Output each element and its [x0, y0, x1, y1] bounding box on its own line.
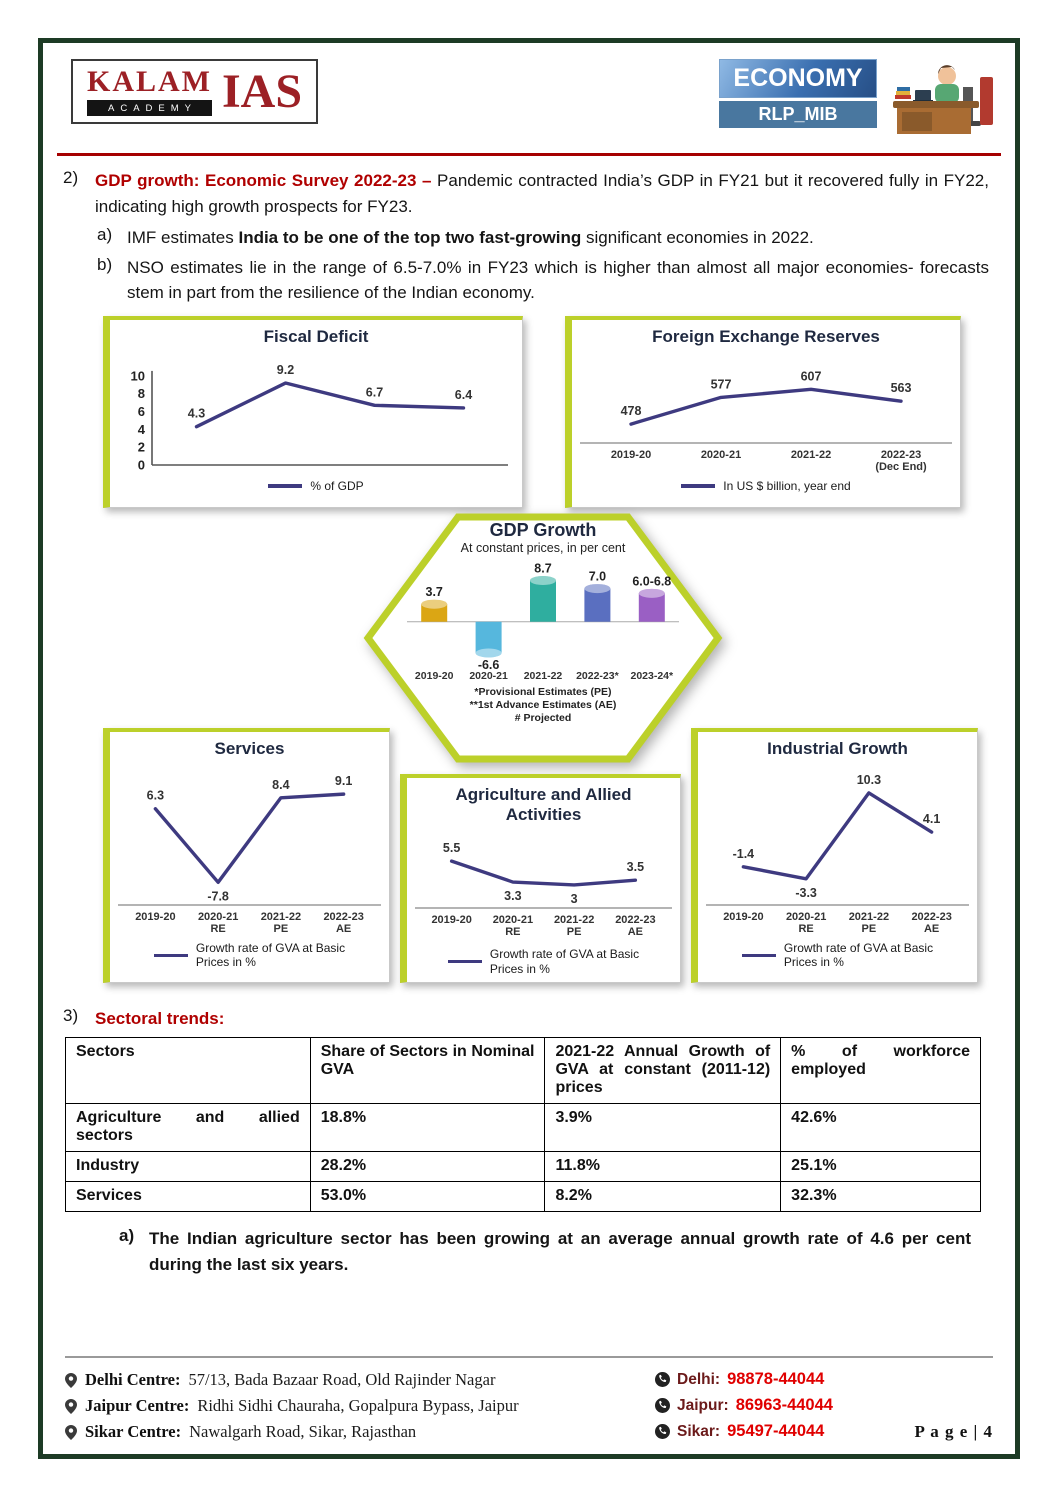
cell-sector: Agriculture and allied sectors	[66, 1104, 311, 1152]
svg-text:AE: AE	[335, 922, 352, 935]
header-right	[719, 59, 997, 143]
page-header	[43, 43, 1015, 143]
phones-list	[655, 1370, 873, 1441]
chart-card-services	[103, 728, 390, 983]
centre-address: 57/13, Bada Bazaar Road, Old Rajinder Nagar	[188, 1370, 496, 1389]
page-number: P a g e | 4	[914, 1422, 993, 1441]
legend-line-swatch	[681, 484, 715, 488]
chart-card-forex-reserves	[565, 316, 961, 508]
footer-divider	[65, 1356, 993, 1358]
note-a-number: a)	[119, 1226, 135, 1245]
legend-text	[196, 941, 345, 970]
chart-subtitle-gdp-growth: At constant prices, in per cent	[460, 540, 626, 555]
item-2-text	[95, 168, 989, 219]
chart-title-services: Services	[214, 738, 285, 758]
item-2a-number: a)	[97, 225, 113, 244]
phone-row-jaipur	[655, 1396, 873, 1415]
cell-workforce: 42.6%	[781, 1104, 981, 1152]
legend-text: In US $ billion, year end	[723, 478, 851, 493]
phone-number: 95497-44044	[727, 1422, 825, 1440]
svg-text:6.0-6.8: 6.0-6.8	[632, 573, 672, 588]
svg-text:2022-23: 2022-23	[911, 910, 952, 923]
legend-text-line1: Growth rate of GVA at Basic	[195, 940, 346, 955]
centre-label: Jaipur Centre:	[85, 1396, 190, 1415]
banner-title: ECONOMY	[719, 59, 877, 98]
footer-columns	[65, 1370, 993, 1442]
svg-text:8.7: 8.7	[534, 561, 552, 576]
svg-text:AE: AE	[923, 922, 940, 935]
agriculture-legend	[407, 945, 680, 984]
logo-kalam-text: KALAM	[87, 65, 212, 98]
page-border-frame	[38, 38, 1020, 1459]
legend-text-line1: Growth rate of GVA at Basic	[783, 940, 934, 955]
fiscal-deficit-legend	[110, 477, 522, 501]
location-pin-icon	[65, 1373, 77, 1388]
item-2a-bold: India to be one of the top two fast-growing	[238, 228, 582, 247]
centre-address: Nawalgarh Road, Sikar, Rajasthan	[189, 1422, 417, 1441]
note-a-paragraph	[119, 1226, 971, 1277]
fiscal-deficit-chart	[110, 349, 522, 477]
item-2-paragraph	[63, 168, 989, 219]
chart-title-fiscal-deficit: Fiscal Deficit	[263, 326, 369, 346]
document-body	[43, 156, 1015, 1277]
svg-text:-1.4: -1.4	[732, 846, 755, 861]
svg-text:2021-22: 2021-22	[553, 914, 595, 927]
chart-title-forex-reserves: Foreign Exchange Reserves	[652, 326, 880, 346]
svg-text:-3.3: -3.3	[795, 885, 817, 900]
item-3-paragraph	[63, 1006, 989, 1032]
sectoral-trends-table	[65, 1037, 981, 1212]
legend-text-line2: Prices in %	[783, 955, 844, 970]
item-2b-text: NSO estimates lie in the range of 6.5-7.0% in FY23 which is higher than almost all major economies- forecasts stem in part from the resilience of the Indian economy.	[127, 257, 989, 302]
svg-text:2: 2	[137, 439, 145, 455]
svg-text:2022-23: 2022-23	[323, 910, 364, 923]
item-2b-paragraph	[97, 255, 989, 306]
svg-text:577: 577	[710, 377, 732, 392]
study-illustration	[885, 59, 997, 143]
legend-text-line2: Prices in %	[489, 961, 550, 976]
subject-banner	[719, 59, 877, 128]
legend-line-swatch	[268, 484, 302, 488]
centres-list	[65, 1370, 655, 1442]
legend-line-swatch	[742, 954, 776, 958]
cell-workforce: 25.1%	[781, 1152, 981, 1182]
phone-label: Delhi:	[677, 1370, 721, 1388]
cell-growth: 3.9%	[545, 1104, 781, 1152]
chart-title-agriculture: Agriculture and Allied Activities	[455, 784, 632, 824]
table-header-sectors: Sectors	[66, 1038, 311, 1104]
svg-text:2022-23*: 2022-23*	[576, 669, 619, 682]
centre-row-sikar	[65, 1422, 655, 1442]
cell-share: 18.8%	[310, 1104, 545, 1152]
svg-text:2020-21: 2020-21	[492, 914, 534, 927]
item-2b-number: b)	[97, 254, 113, 274]
table-header-workforce: % of workforce employed	[781, 1038, 981, 1104]
svg-text:2019-20: 2019-20	[431, 914, 472, 927]
logo-academy-text: ACADEMY	[87, 100, 212, 116]
table-header-row	[66, 1038, 981, 1104]
gdp-growth-footnotes	[470, 686, 617, 725]
svg-text:6.4: 6.4	[454, 387, 473, 402]
svg-text:(Dec End): (Dec End)	[875, 460, 927, 473]
svg-text:3.7: 3.7	[425, 584, 443, 599]
svg-text:PE: PE	[566, 926, 582, 939]
svg-text:607: 607	[800, 369, 822, 384]
phone-icon	[655, 1372, 670, 1387]
cell-growth: 11.8%	[545, 1152, 781, 1182]
industrial-growth-legend	[698, 939, 977, 978]
chart-card-fiscal-deficit	[103, 316, 523, 508]
legend-text: % of GDP	[310, 478, 364, 493]
svg-text:RE: RE	[798, 922, 814, 935]
phone-number: 86963-44044	[735, 1396, 833, 1414]
cell-workforce: 32.3%	[781, 1182, 981, 1212]
page-footer	[65, 1356, 993, 1442]
svg-text:2019-20: 2019-20	[414, 669, 454, 682]
gdp-growth-content	[389, 520, 697, 758]
chart-card-industrial-growth	[691, 728, 978, 983]
industrial-growth-chart	[698, 761, 977, 939]
note-a-text: The Indian agriculture sector has been growing at an average annual growth rate of 4.6 per cent during the last six years.	[149, 1229, 971, 1274]
svg-text:4: 4	[137, 421, 145, 437]
svg-text:9.1: 9.1	[334, 774, 353, 789]
svg-text:4.3: 4.3	[187, 406, 206, 421]
svg-text:3.5: 3.5	[626, 860, 645, 875]
phone-row-delhi	[655, 1370, 873, 1389]
banner-subtitle: RLP_MIB	[719, 101, 877, 128]
legend-line-swatch	[154, 954, 188, 958]
svg-text:2021-22: 2021-22	[848, 910, 890, 923]
item-2a-pre: IMF estimates	[127, 228, 239, 247]
centre-address: Ridhi Sidhi Chauraha, Gopalpura Bypass, Jaipur	[197, 1396, 519, 1415]
svg-text:PE: PE	[273, 922, 289, 935]
svg-text:8: 8	[137, 386, 145, 402]
svg-text:-6.6: -6.6	[477, 657, 500, 672]
svg-text:563: 563	[890, 381, 912, 396]
phone-icon	[655, 1398, 670, 1413]
kalam-ias-logo	[71, 59, 318, 124]
svg-text:6: 6	[137, 403, 145, 419]
cell-growth: 8.2%	[545, 1182, 781, 1212]
svg-text:8.4: 8.4	[272, 777, 290, 792]
gdp-growth-chart	[393, 556, 693, 686]
svg-text:2019-20: 2019-20	[723, 910, 764, 923]
svg-text:-7.8: -7.8	[207, 889, 229, 904]
svg-text:0: 0	[137, 457, 145, 473]
agriculture-chart	[407, 827, 680, 945]
svg-text:2023-24*: 2023-24*	[630, 669, 674, 682]
svg-text:3.3: 3.3	[504, 889, 522, 904]
chart-card-agriculture	[400, 774, 681, 983]
phone-label: Sikar:	[677, 1422, 721, 1440]
centre-label: Delhi Centre:	[85, 1370, 181, 1389]
footnote-ae: **1st Advance Estimates (AE)	[469, 698, 617, 711]
svg-text:2020-21: 2020-21	[785, 910, 827, 923]
svg-text:2019-20: 2019-20	[135, 910, 176, 923]
svg-text:3: 3	[570, 892, 578, 907]
cell-share: 28.2%	[310, 1152, 545, 1182]
forex-reserves-chart	[572, 349, 960, 477]
table-header-share: Share of Sectors in Nominal GVA	[310, 1038, 545, 1104]
centre-row-jaipur	[65, 1396, 655, 1416]
svg-text:6.3: 6.3	[146, 788, 165, 803]
item-2a-post: significant economies in 2022.	[581, 228, 814, 247]
chart-card-gdp-growth	[363, 512, 723, 764]
cell-sector: Services	[66, 1182, 311, 1212]
centre-label: Sikar Centre:	[85, 1422, 182, 1441]
table-row	[66, 1182, 981, 1212]
svg-text:2021-22: 2021-22	[260, 910, 302, 923]
location-pin-icon	[65, 1399, 77, 1414]
svg-text:478: 478	[620, 403, 642, 418]
legend-text-line1: Growth rate of GVA at Basic	[489, 947, 640, 962]
legend-text	[490, 947, 639, 976]
logo-ias-text: IAS	[222, 64, 303, 118]
svg-text:2021-22: 2021-22	[790, 448, 832, 461]
svg-text:2022-23: 2022-23	[615, 914, 656, 927]
table-row	[66, 1152, 981, 1182]
svg-text:6.7: 6.7	[365, 385, 384, 400]
svg-text:2021-22: 2021-22	[523, 669, 563, 682]
svg-text:7.0: 7.0	[588, 569, 607, 584]
table-header-growth: 2021-22 Annual Growth of GVA at constant (2011-12) prices	[545, 1038, 781, 1104]
phone-row-sikar	[655, 1422, 873, 1441]
item-2-number: 2)	[63, 168, 79, 187]
svg-text:4.1: 4.1	[922, 811, 941, 826]
svg-text:2019-20: 2019-20	[610, 448, 652, 461]
location-pin-icon	[65, 1425, 77, 1440]
item-3-text	[95, 1006, 989, 1032]
services-legend	[110, 939, 389, 978]
svg-text:2022-23: 2022-23	[880, 448, 922, 461]
footnote-projected: # Projected	[514, 711, 572, 724]
legend-text	[784, 941, 933, 970]
svg-text:9.2: 9.2	[276, 362, 295, 377]
phone-icon	[655, 1424, 670, 1439]
services-chart	[110, 761, 389, 939]
svg-text:RE: RE	[505, 926, 521, 939]
charts-section	[63, 316, 989, 992]
svg-text:2020-21: 2020-21	[469, 669, 508, 682]
item-2a-paragraph	[97, 225, 989, 251]
svg-text:2020-21: 2020-21	[197, 910, 239, 923]
svg-text:10.3: 10.3	[856, 772, 882, 787]
logo-left	[87, 67, 212, 116]
svg-text:2020-21: 2020-21	[700, 448, 742, 461]
item-3-number: 3)	[63, 1005, 79, 1025]
phone-label: Jaipur:	[677, 1396, 729, 1414]
chart-title-industrial-growth: Industrial Growth	[767, 738, 908, 758]
svg-text:5.5: 5.5	[442, 841, 461, 856]
chart-title-gdp-growth: GDP Growth	[489, 519, 597, 540]
svg-text:AE: AE	[627, 926, 644, 939]
item-2a-text	[127, 225, 989, 251]
cell-share: 53.0%	[310, 1182, 545, 1212]
forex-reserves-legend	[572, 477, 960, 501]
table-row	[66, 1104, 981, 1152]
item-2-heading: GDP growth: Economic Survey 2022-23 –	[95, 171, 438, 190]
legend-line-swatch	[448, 960, 482, 964]
svg-text:10: 10	[130, 368, 145, 384]
phone-number: 98878-44044	[727, 1370, 825, 1388]
svg-text:RE: RE	[210, 922, 226, 935]
legend-text-line2: Prices in %	[195, 955, 256, 970]
centre-row-delhi	[65, 1370, 655, 1390]
item-2-body: Pandemic contracted India’s GDP in FY21 but it recovered fully in FY22, indicating high growth prospects for FY23.	[95, 171, 989, 216]
cell-sector: Industry	[66, 1152, 311, 1182]
item-3-heading: Sectoral trends:	[95, 1008, 225, 1028]
footnote-pe: *Provisional Estimates (PE)	[474, 685, 612, 698]
svg-text:PE: PE	[861, 922, 877, 935]
